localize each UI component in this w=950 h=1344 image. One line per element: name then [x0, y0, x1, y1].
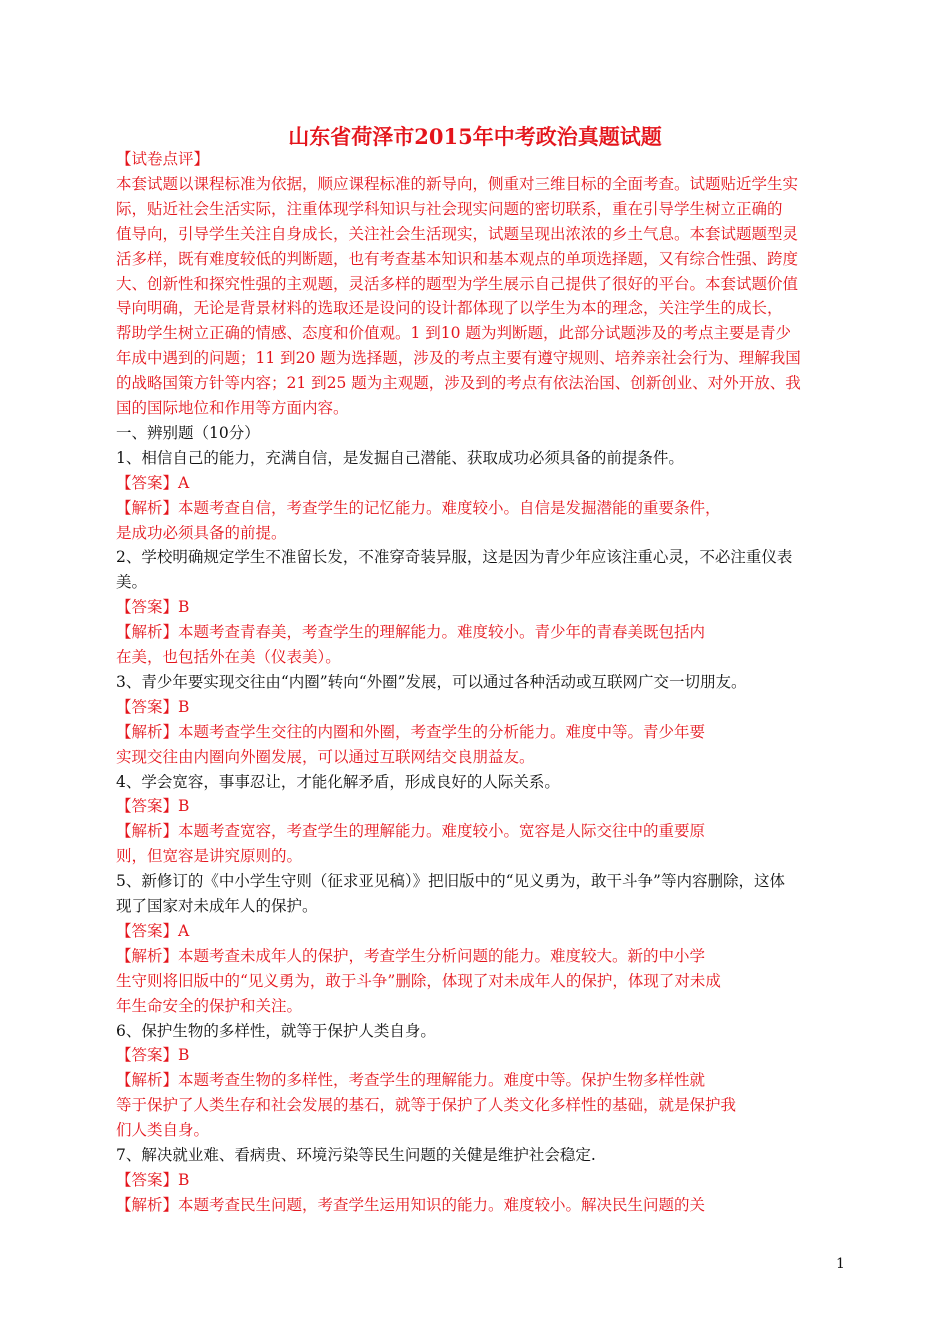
question-stem-line: 现了国家对未成年人的保护。	[116, 897, 318, 915]
review-text-line: 年成中遇到的问题；11 到20 题为选择题，涉及的考点主要有遵守规则、培养亲社会行为、理解我国	[116, 349, 801, 368]
answer-line: 【答案】B	[116, 797, 190, 816]
analysis-line: 生守则将旧版中的“见义勇为，敢于斗争”删除，体现了对未成年人的保护，体现了对未成	[116, 971, 721, 990]
question-stem-line: 5、新修订的《中小学生守则（征求亚见稿）》把旧版中的“见义勇为，敢干斗争”等内容删除，这体	[116, 872, 785, 891]
analysis-line: 【解析】本题考查学生交往的内圈和外圈，考查学生的分析能力。难度中等。青少年要	[116, 722, 706, 741]
analysis-line: 【解析】本题考查生物的多样性，考查学生的理解能力。难度中等。保护生物多样性就	[116, 1071, 706, 1090]
analysis-line: 等于保护了人类生存和社会发展的基石，就等于保护了人类文化多样性的基础，就是保护我	[116, 1096, 737, 1115]
answer-line: 【答案】A	[116, 473, 190, 492]
review-heading: 【试卷点评】	[116, 150, 210, 168]
analysis-line: 【解析】本题考查未成年人的保护，考查学生分析问题的能力。难度较大。新的中小学	[116, 946, 706, 965]
analysis-line: 【解析】本题考查自信，考查学生的记忆能力。难度较小。自信是发掘潜能的重要条件，	[116, 498, 721, 517]
question-stem-line: 1、相信自己的能力，充满自信，是发掘自己潜能、获取成功必须具备的前提条件。	[116, 448, 684, 467]
answer-line: 【答案】B	[116, 1046, 190, 1065]
analysis-line: 是成功必须具备的前提。	[116, 523, 287, 542]
answer-line: 【答案】B	[116, 1170, 190, 1189]
review-text-line: 国的国际地位和作用等方面内容。	[116, 399, 349, 417]
analysis-line: 则，但宽容是讲究原则的。	[116, 847, 303, 866]
review-text-line: 的战略国策方针等内容；21 到25 题为主观题，涉及到的考点有依法治国、创新创业、对外开放、我	[116, 374, 801, 393]
review-text-line: 本套试题以课程标准为依据，顺应课程标准的新导向，侧重对三维目标的全面考查。试题贴近学生实	[116, 174, 799, 193]
review-text-line: 帮助学生树立正确的情感、态度和价值观。1 到10 题为判断题，此部分试题涉及的考点主要是青少	[116, 324, 791, 343]
question-stem-line: 7、解决就业难、看病贵、环境污染等民生问题的关健是维护社会稳定.	[116, 1146, 596, 1164]
analysis-line: 年生命安全的保护和关注。	[116, 996, 303, 1015]
answer-line: 【答案】B	[116, 697, 190, 716]
analysis-line: 们人类自身。	[116, 1121, 210, 1140]
page-number: 1	[836, 1256, 845, 1272]
analysis-line: 【解析】本题考查青春美，考查学生的理解能力。难度较小。青少年的青春美既包括内	[116, 623, 706, 642]
review-text-line: 大、创新性和探究性强的主观题，灵活多样的题型为学生展示自己提供了很好的平台。本套试题价值	[116, 274, 799, 293]
analysis-line: 【解析】本题考查民生问题，考查学生运用知识的能力。难度较小。解决民生问题的关	[116, 1195, 706, 1214]
review-text-line: 际，贴近社会生活实际，注重体现学科知识与社会现实问题的密切联系，重在引导学生树立正确的	[116, 199, 783, 218]
analysis-line: 【解析】本题考查宽容，考查学生的理解能力。难度较小。宽容是人际交往中的重要原	[116, 822, 706, 841]
question-stem-line: 3、青少年要实现交往由“内圈”转向“外圈”发展，可以通过各种活动或互联网广交一切朋友。	[116, 672, 747, 691]
question-stem-line: 2、学校明确规定学生不准留长发，不准穿奇装异服，这是因为青少年应该注重心灵，不必注重仪表	[116, 548, 793, 567]
page-title: 山东省荷泽市2015年中考政治真题试题	[288, 124, 662, 149]
question-stem-line: 美。	[116, 573, 148, 592]
question-stem-line: 6、保护生物的多样性，就等于保护人类自身。	[116, 1021, 436, 1040]
review-text-line: 导向明确，无论是背景材料的选取还是设问的设计都体现了以学生为本的理念，关注学生的成长，	[116, 299, 783, 318]
question-stem-line: 4、学会宽容，事事忍让，才能化解矛盾，形成良好的人际关系。	[116, 772, 560, 791]
review-text-line: 值导向，引导学生关注自身成长，关注社会生活现实，试题呈现出浓浓的乡土气息。本套试题题型灵	[116, 224, 799, 243]
review-text-line: 活多样，既有难度较低的判断题，也有考查基本知识和基本观点的单项选择题，又有综合性强、跨度	[116, 249, 799, 268]
answer-line: 【答案】B	[116, 598, 190, 617]
answer-line: 【答案】A	[116, 921, 190, 940]
section-heading: 一、辨别题（10分）	[116, 423, 260, 442]
analysis-line: 在美，也包括外在美（仪表美）。	[116, 648, 341, 666]
analysis-line: 实现交往由内圈向外圈发展，可以通过互联网结交良朋益友。	[116, 747, 535, 766]
